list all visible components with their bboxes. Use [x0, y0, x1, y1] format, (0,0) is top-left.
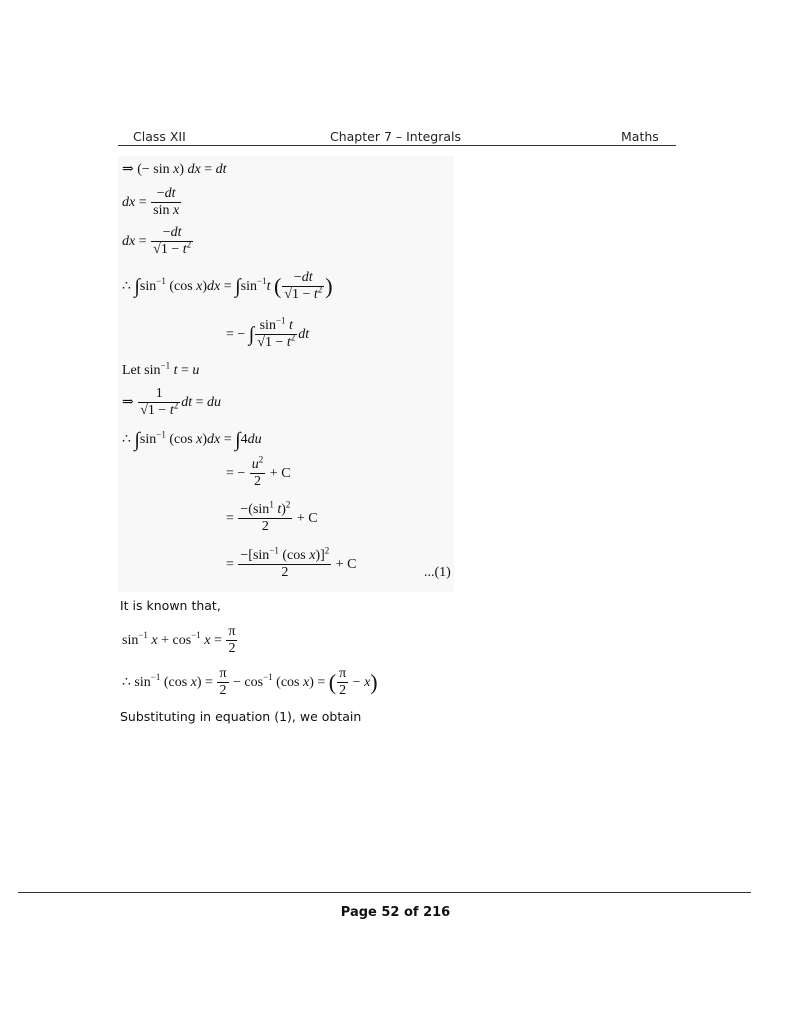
math-line-11: = $\frac{-[\sin^{-1} (\cos x)]^2}{2}$ + C [226, 545, 357, 581]
header-chapter: Chapter 7 – Integrals [330, 129, 462, 144]
math-line-4: ∴ $\int\sin^{-1}$ (cos $x)dx = \int\sin^{-1}t$ ( $\frac{-dt}{√1 - t^2}$ ) [122, 270, 333, 303]
math-line-9: = − $\frac{u^2}{2}$ + C [226, 454, 291, 490]
math-line-10: = $\frac{-(\sin^1 t)^2}{2}$ + C [226, 499, 318, 535]
footer-rule [18, 892, 751, 893]
text-substituting: Substituting in equation (1), we obtain [120, 709, 362, 724]
math-line-7: ⇒ $\frac{1}{√1 - t^2}$ dt = du [122, 386, 222, 419]
math-identity-2: ∴ $\sin^{-1} (\cos$ x) = $\frac{\pi}{2}$ − $\cos^{-1} (\cos$ x) = ( $\frac{\pi}{2}$ − x) [122, 666, 378, 699]
math-line-5: = − ∫ $\frac{\sin^{-1} t}{√1 - t^2}$ dt [226, 315, 310, 351]
math-line-6: Let $\sin^{-1} t = u$ [122, 360, 200, 378]
math-identity-1: $\sin^{-1} x + \cos^{-1} x$ = $\frac{\pi}{2}$ [122, 624, 236, 657]
equation-number-1: ...(1) [424, 565, 451, 580]
header-class: Class XII [133, 129, 186, 144]
math-line-3: dx = $\frac{-dt}{√1 - t^2}$ [122, 225, 192, 258]
header-rule [118, 145, 676, 146]
math-line-1: ⇒ (− sin x) dx = dt [122, 162, 227, 177]
header-subject: Maths [621, 129, 659, 144]
math-line-2: dx = $\frac{-dt}{\text{sin x}}$ [122, 186, 180, 219]
text-known: It is known that, [120, 598, 221, 613]
page-number: Page 52 of 216 [340, 905, 451, 920]
math-line-8: ∴ $\int\sin^{-1}$ (cos x)dx = ∫4du [122, 429, 262, 451]
